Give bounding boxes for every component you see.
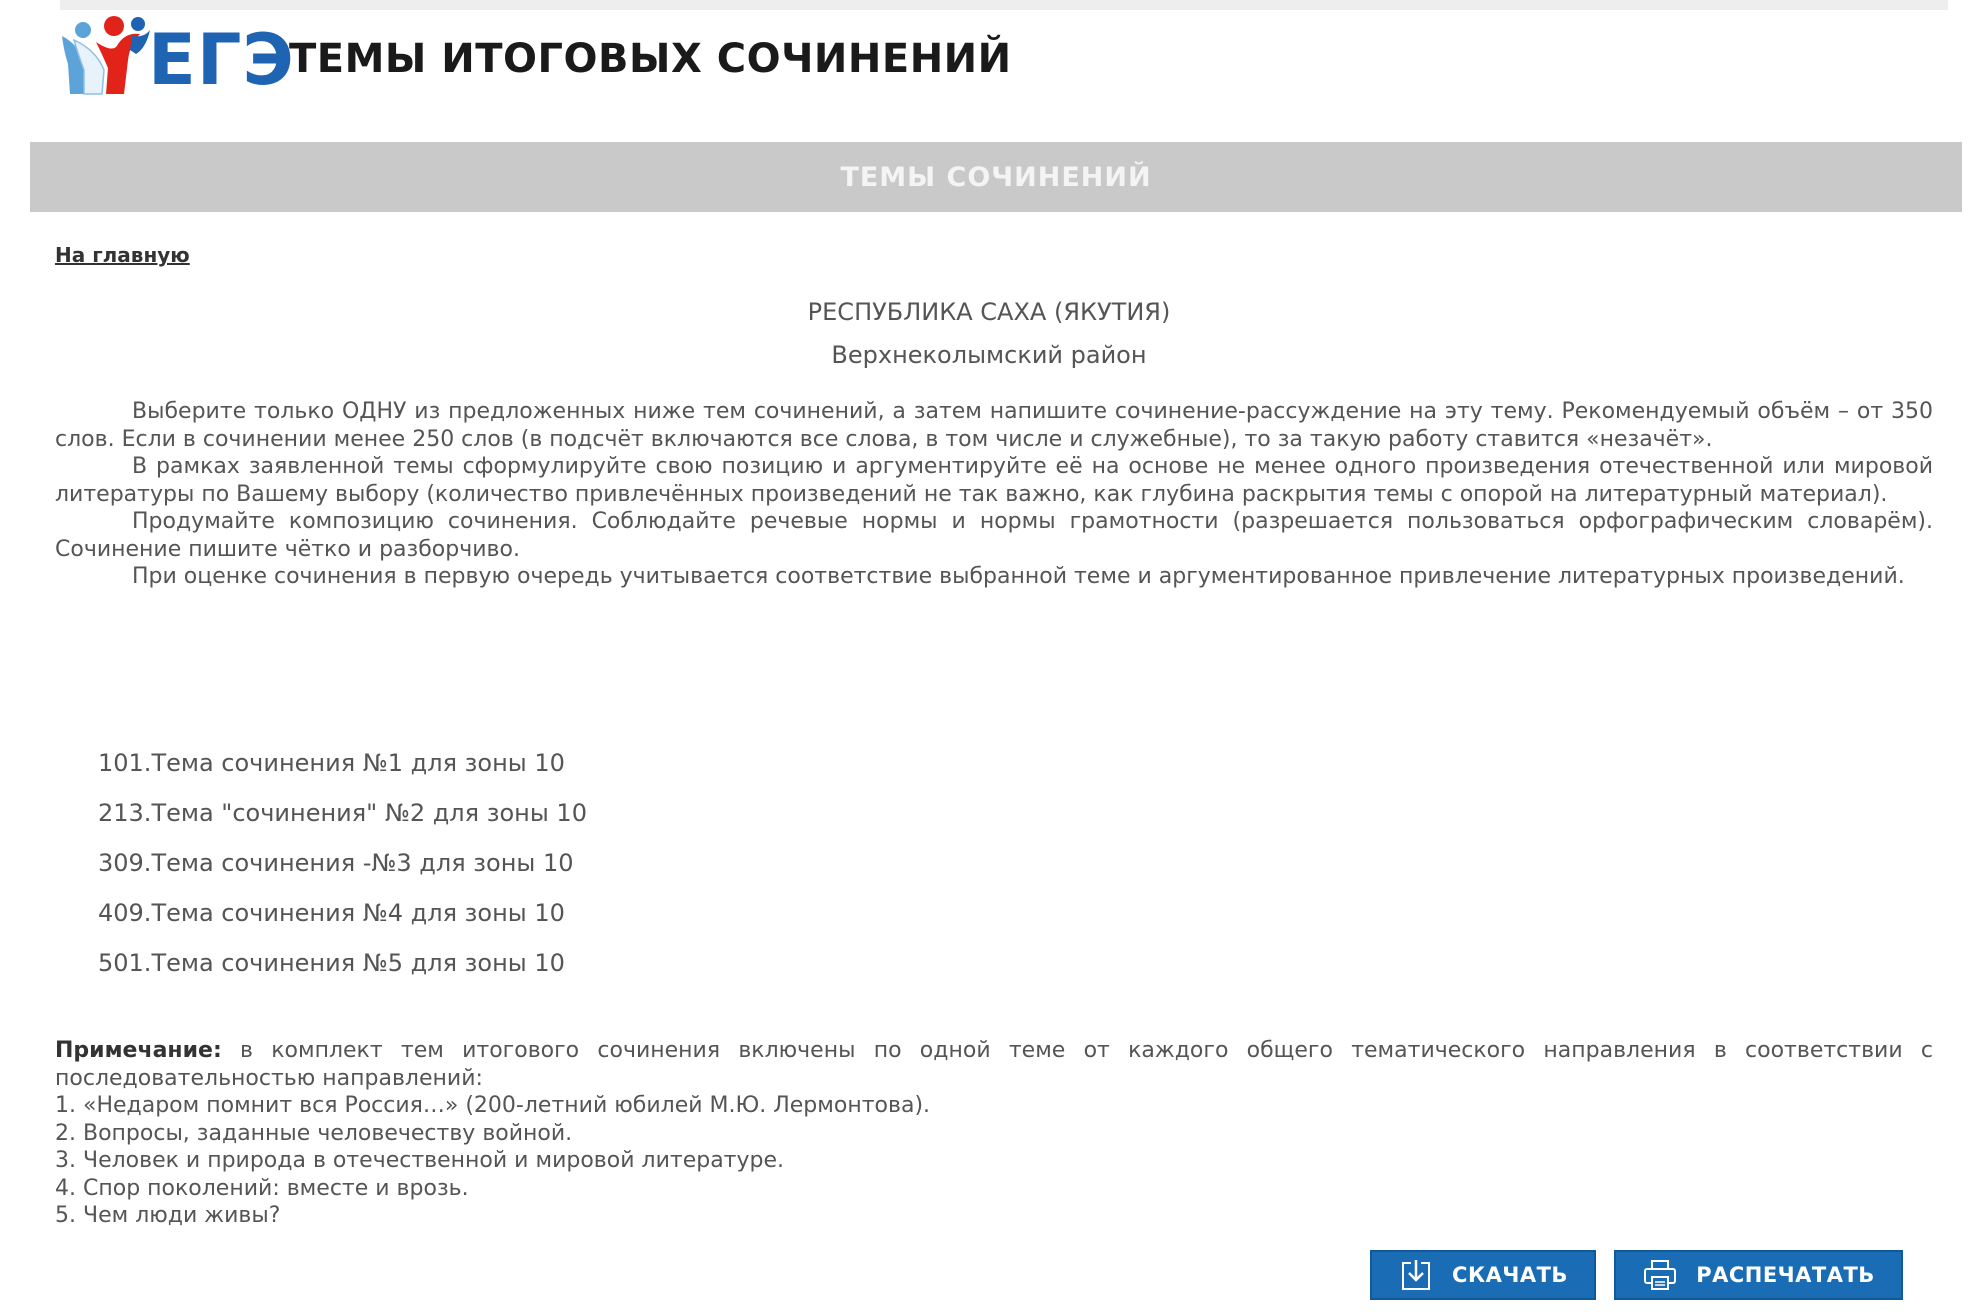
note-item: 5. Чем люди живы? bbox=[55, 1203, 281, 1228]
download-button[interactable] bbox=[1370, 1250, 1596, 1300]
topic-item[interactable]: 213.Тема "сочинения" №2 для зоны 10 bbox=[98, 799, 587, 827]
note-list bbox=[55, 1092, 1933, 1230]
download-label: СКАЧАТЬ bbox=[1452, 1263, 1568, 1287]
instructions bbox=[55, 398, 1933, 591]
ege-logo-icon bbox=[56, 14, 151, 104]
note bbox=[55, 1037, 1933, 1230]
topic-item[interactable]: 309.Тема сочинения -№3 для зоны 10 bbox=[98, 849, 574, 877]
note-label: Примечание: bbox=[55, 1038, 222, 1063]
print-button[interactable] bbox=[1614, 1250, 1903, 1300]
site-title: ТЕМЫ ИТОГОВЫХ СОЧИНЕНИЙ bbox=[289, 36, 1012, 82]
note-item: 1. «Недаром помнит вся Россия…» (200-летний юбилей М.Ю. Лермонтова). bbox=[55, 1093, 931, 1118]
site-header bbox=[56, 14, 1012, 104]
topic-item[interactable]: 409.Тема сочинения №4 для зоны 10 bbox=[98, 899, 565, 927]
home-link[interactable]: На главную bbox=[55, 243, 190, 267]
printer-icon bbox=[1642, 1257, 1678, 1293]
region-district: Верхнеколымский район bbox=[831, 341, 1147, 369]
section-band bbox=[30, 142, 1962, 212]
instruction-paragraph: Продумайте композицию сочинения. Соблюдайте речевые нормы и нормы грамотности (разрешается пользоваться орфографическим словарём). Сочинение пишите чётко и разборчиво. bbox=[55, 509, 1933, 562]
region-republic: РЕСПУБЛИКА САХА (ЯКУТИЯ) bbox=[807, 298, 1171, 326]
logo-text: ЕГЭ bbox=[148, 19, 295, 101]
note-intro bbox=[55, 1037, 1933, 1092]
print-label: РАСПЕЧАТАТЬ bbox=[1696, 1263, 1875, 1287]
top-strip bbox=[60, 0, 1948, 10]
note-text: в комплект тем итогового сочинения включены по одной теме от каждого общего тематического направления в соответствии с последовательностью направлений: bbox=[55, 1038, 1933, 1091]
note-item: 2. Вопросы, заданные человечеству войной. bbox=[55, 1120, 573, 1146]
ege-logo[interactable] bbox=[56, 14, 295, 104]
instruction-paragraph: В рамках заявленной темы сформулируйте свою позицию и аргументируйте её на основе не менее одного произведения отечественной или мировой литературы по Вашему выбору (количество привлечённых произведений не так важно, как глубина раскрытия темы с опорой на литературный материал). bbox=[55, 454, 1933, 507]
instruction-paragraph: При оценке сочинения в первую очередь учитывается соответствие выбранной теме и аргументированное привлечение литературных произведений. bbox=[132, 564, 1905, 589]
note-item: 4. Спор поколений: вместе и врозь. bbox=[55, 1175, 469, 1201]
topic-item[interactable]: 501.Тема сочинения №5 для зоны 10 bbox=[98, 949, 565, 977]
download-icon bbox=[1398, 1257, 1434, 1293]
instruction-paragraph: Выберите только ОДНУ из предложенных ниже тем сочинений, а затем напишите сочинение-рассуждение на эту тему. Рекомендуемый объём – от 350 слов. Если в сочинении менее 250 слов (в подсчёт включаются все слова, в том числе и служебные), то за такую работу ставится «незачёт». bbox=[55, 399, 1933, 452]
topic-item[interactable]: 101.Тема сочинения №1 для зоны 10 bbox=[98, 749, 565, 777]
topic-list bbox=[98, 744, 587, 994]
note-item: 3. Человек и природа в отечественной и мировой литературе. bbox=[55, 1148, 784, 1173]
band-title: ТЕМЫ СОЧИНЕНИЙ bbox=[840, 161, 1152, 193]
